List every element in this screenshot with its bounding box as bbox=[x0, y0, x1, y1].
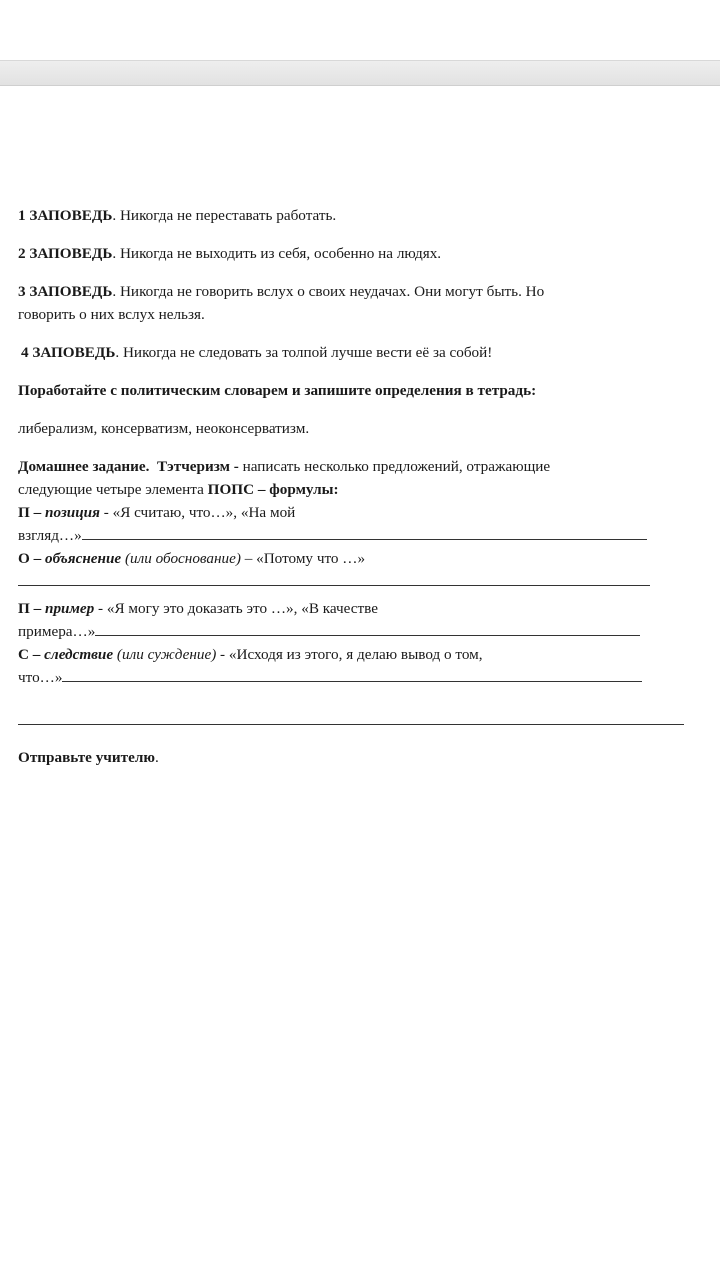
task-heading: Поработайте с политическим словарем и запишите определения в тетрадь: bbox=[18, 382, 537, 399]
commandment-2: 2 ЗАПОВЕДЬ. Никогда не выходить из себя, особенно на людях. bbox=[18, 245, 442, 262]
viewer-toolbar bbox=[0, 60, 720, 86]
answer-line bbox=[62, 667, 642, 682]
task-terms: либерализм, консерватизм, неоконсерватизм. bbox=[18, 420, 310, 437]
homework-intro: Домашнее задание. Тэтчеризм - написать несколько предложений, отражающие следующие четыре элемента ПОПС – формулы: bbox=[18, 458, 551, 498]
document-page bbox=[18, 204, 698, 769]
commandment-1: 1 ЗАПОВЕДЬ. Никогда не переставать работать. bbox=[18, 207, 337, 224]
answer-line bbox=[18, 571, 650, 586]
popc-example: П – пример - «Я могу это доказать это …», «В качестве примера…» bbox=[18, 597, 698, 643]
commandment-3: 3 ЗАПОВЕДЬ. Никогда не говорить вслух о своих неудачах. Они могут быть. Но говорить о них вслух нельзя. bbox=[18, 283, 545, 323]
popc-consequence: С – следствие (или суждение) - «Исходя из этого, я делаю вывод о том, что…» bbox=[18, 643, 698, 689]
popc-explanation: О – объяснение (или обоснование) – «Потому что …» bbox=[18, 547, 698, 593]
answer-line-full bbox=[18, 709, 698, 732]
send-to-teacher: Отправьте учителю. bbox=[18, 749, 159, 766]
answer-line bbox=[95, 621, 640, 636]
answer-line bbox=[82, 525, 647, 540]
popc-position: П – позиция - «Я считаю, что…», «На мой взгляд…» bbox=[18, 501, 698, 547]
commandment-4: 4 ЗАПОВЕДЬ. Никогда не следовать за толпой лучше вести её за собой! bbox=[21, 344, 493, 361]
